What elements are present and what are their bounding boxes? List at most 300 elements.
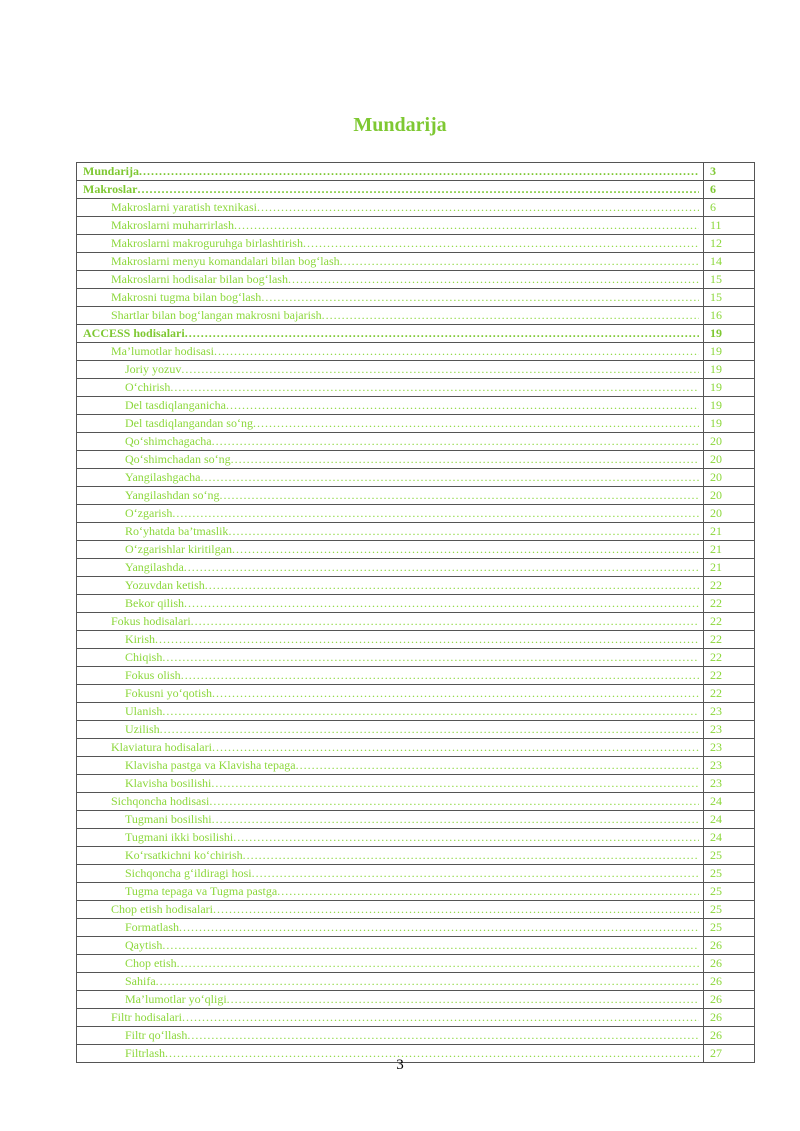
toc-entry <box>77 397 699 414</box>
toc-dot-leader <box>179 919 699 936</box>
toc-entry-page: 14 <box>704 253 755 271</box>
toc-row[interactable] <box>77 613 755 631</box>
toc-entry-page: 21 <box>704 559 755 577</box>
toc-entry <box>77 559 699 576</box>
toc-row[interactable] <box>77 757 755 775</box>
toc-entry-page: 26 <box>704 1027 755 1045</box>
toc-entry-label: Filtr qo‘llash <box>125 1028 188 1042</box>
toc-entry-cell <box>77 379 704 397</box>
toc-entry-page: 22 <box>704 685 755 703</box>
toc-entry <box>77 667 699 684</box>
toc-entry <box>77 991 699 1008</box>
toc-entry-cell <box>77 469 704 487</box>
toc-entry-page: 22 <box>704 595 755 613</box>
toc-entry-label: Makrosni tugma bilan bog‘lash <box>111 290 262 304</box>
toc-row[interactable] <box>77 415 755 433</box>
toc-entry-cell <box>77 955 704 973</box>
toc-entry-page: 26 <box>704 1009 755 1027</box>
toc-entry-cell <box>77 307 704 325</box>
toc-entry-cell <box>77 937 704 955</box>
toc-entry-label: Ulanish <box>125 704 163 718</box>
toc-dot-leader <box>340 253 699 270</box>
toc-entry-page: 11 <box>704 217 755 235</box>
toc-entry-page: 22 <box>704 613 755 631</box>
toc-entry <box>77 901 699 918</box>
toc-entry <box>77 595 699 612</box>
toc-entry <box>77 307 699 324</box>
toc-entry-page: 23 <box>704 721 755 739</box>
toc-row[interactable] <box>77 325 755 343</box>
toc-entry-page: 21 <box>704 523 755 541</box>
toc-dot-leader <box>139 163 699 180</box>
toc-entry-label: Fokus olish <box>125 668 181 682</box>
toc-entry-cell <box>77 217 704 235</box>
toc-dot-leader <box>187 1027 699 1044</box>
toc-row[interactable] <box>77 433 755 451</box>
toc-entry <box>77 325 699 342</box>
toc-dot-leader <box>162 649 699 666</box>
toc-entry <box>77 577 699 594</box>
toc-entry-cell <box>77 487 704 505</box>
toc-dot-leader <box>212 739 699 756</box>
toc-entry-label: Uzilish <box>125 722 160 736</box>
toc-entry-label: Filtr hodisalari <box>111 1010 182 1024</box>
toc-entry-cell <box>77 865 704 883</box>
toc-entry <box>77 487 699 504</box>
toc-entry-page: 24 <box>704 829 755 847</box>
toc-entry-cell <box>77 325 704 343</box>
toc-entry-page: 25 <box>704 901 755 919</box>
toc-entry <box>77 235 699 252</box>
toc-entry-cell <box>77 775 704 793</box>
toc-row[interactable] <box>77 667 755 685</box>
toc-entry-cell <box>77 847 704 865</box>
toc-dot-leader <box>200 469 699 486</box>
toc-entry-label: Sahifa <box>125 974 156 988</box>
toc-entry-cell <box>77 289 704 307</box>
toc-entry-page: 6 <box>704 199 755 217</box>
toc-row[interactable] <box>77 901 755 919</box>
toc-entry-cell <box>77 703 704 721</box>
toc-entry-label: Formatlash <box>125 920 179 934</box>
toc-dot-leader <box>252 865 699 882</box>
toc-dot-leader <box>288 271 699 288</box>
toc-entry-cell <box>77 253 704 271</box>
toc-entry-page: 19 <box>704 361 755 379</box>
toc-entry <box>77 415 699 432</box>
toc-entry-page: 19 <box>704 325 755 343</box>
toc-entry-label: Joriy yozuv <box>125 362 182 376</box>
toc-entry-label: Tugmani ikki bosilishi <box>125 830 234 844</box>
toc-entry-cell <box>77 829 704 847</box>
toc-entry-label: Yangilashda <box>125 560 184 574</box>
toc-dot-leader <box>261 289 699 306</box>
toc-row[interactable] <box>77 919 755 937</box>
toc-entry-label: Klavisha bosilishi <box>125 776 212 790</box>
toc-entry-page: 23 <box>704 739 755 757</box>
toc-dot-leader <box>160 721 699 738</box>
toc-entry-cell <box>77 523 704 541</box>
toc-entry-cell <box>77 199 704 217</box>
toc-entry-page: 21 <box>704 541 755 559</box>
toc-entry-cell <box>77 613 704 631</box>
toc-dot-leader <box>233 829 699 846</box>
toc-entry-label: Qo‘shimchagacha <box>125 434 212 448</box>
toc-entry <box>77 451 699 468</box>
toc-dot-leader <box>212 811 699 828</box>
toc-row[interactable] <box>77 253 755 271</box>
toc-dot-leader <box>322 307 699 324</box>
toc-row[interactable] <box>77 199 755 217</box>
toc-entry-cell <box>77 739 704 757</box>
toc-row[interactable] <box>77 937 755 955</box>
toc-entry-page: 27 <box>704 1045 755 1063</box>
toc-row[interactable] <box>77 469 755 487</box>
toc-entry-page: 25 <box>704 883 755 901</box>
toc-entry-label: Sichqoncha hodisasi <box>111 794 210 808</box>
toc-entry-label: Makroslarni muharrirlash <box>111 218 234 232</box>
toc-entry <box>77 973 699 990</box>
toc-entry-cell <box>77 811 704 829</box>
toc-entry-label: O‘zgarishlar kiritilgan <box>125 542 232 556</box>
toc-entry-label: Del tasdiqlangandan so‘ng <box>125 416 253 430</box>
toc-dot-leader <box>214 343 699 360</box>
toc-row[interactable] <box>77 811 755 829</box>
toc-entry-label: Makroslarni menyu komandalari bilan bog‘lash <box>111 254 340 268</box>
toc-dot-leader <box>303 235 699 252</box>
toc-dot-leader <box>137 181 699 198</box>
toc-dot-leader <box>184 595 699 612</box>
toc-entry-page: 26 <box>704 955 755 973</box>
toc-entry-cell <box>77 559 704 577</box>
toc-entry <box>77 757 699 774</box>
toc-entry-label: Makroslar <box>83 182 138 196</box>
toc-entry <box>77 829 699 846</box>
toc-entry-page: 6 <box>704 181 755 199</box>
toc-row[interactable] <box>77 739 755 757</box>
toc-dot-leader <box>184 559 699 576</box>
toc-row[interactable] <box>77 361 755 379</box>
toc-entry-label: Yangilashdan so‘ng <box>125 488 220 502</box>
toc-entry-label: O‘chirish <box>125 380 171 394</box>
toc-row[interactable] <box>77 379 755 397</box>
toc-entry-label: Chop etish hodisalari <box>111 902 213 916</box>
toc-entry-cell <box>77 793 704 811</box>
toc-row[interactable] <box>77 307 755 325</box>
toc-entry <box>77 1027 699 1044</box>
toc-entry-page: 24 <box>704 811 755 829</box>
toc-entry-page: 26 <box>704 937 755 955</box>
toc-dot-leader <box>205 577 699 594</box>
toc-entry-cell <box>77 1027 704 1045</box>
toc-row[interactable] <box>77 289 755 307</box>
toc-dot-leader <box>219 487 699 504</box>
toc-entry-page: 25 <box>704 847 755 865</box>
toc-row[interactable] <box>77 865 755 883</box>
toc-row[interactable] <box>77 397 755 415</box>
toc-entry-label: Ko‘rsatkichni ko‘chirish <box>125 848 243 862</box>
toc-entry-page: 19 <box>704 415 755 433</box>
toc-entry-page: 26 <box>704 973 755 991</box>
page-number: 3 <box>396 1057 404 1073</box>
toc-entry <box>77 163 699 180</box>
toc-row[interactable] <box>77 523 755 541</box>
toc-entry-cell <box>77 631 704 649</box>
toc-entry-cell <box>77 235 704 253</box>
toc-entry-cell <box>77 415 704 433</box>
toc-entry-cell <box>77 973 704 991</box>
toc-entry-page: 19 <box>704 397 755 415</box>
toc-dot-leader <box>181 361 699 378</box>
toc-entry-cell <box>77 883 704 901</box>
toc-entry-label: Del tasdiqlanganicha <box>125 398 226 412</box>
toc-entry-cell <box>77 451 704 469</box>
toc-entry-cell <box>77 505 704 523</box>
toc-entry-cell <box>77 901 704 919</box>
toc-dot-leader <box>228 523 699 540</box>
toc-entry <box>77 811 699 828</box>
toc-entry <box>77 541 699 558</box>
toc-entry-page: 22 <box>704 631 755 649</box>
toc-entry <box>77 217 699 234</box>
toc-entry <box>77 613 699 630</box>
toc-entry-cell <box>77 433 704 451</box>
toc-entry-label: Mundarija <box>83 164 140 178</box>
toc-dot-leader <box>213 901 699 918</box>
toc-entry-cell <box>77 163 704 181</box>
toc-entry <box>77 505 699 522</box>
toc-dot-leader <box>226 397 699 414</box>
toc-row[interactable] <box>77 829 755 847</box>
toc-dot-leader <box>212 433 699 450</box>
toc-dot-leader <box>182 1009 699 1026</box>
toc-row[interactable] <box>77 1027 755 1045</box>
toc-entry-label: Qaytish <box>125 938 163 952</box>
toc-entry-label: Kirish <box>125 632 155 646</box>
toc-row[interactable] <box>77 883 755 901</box>
toc-entry-page: 20 <box>704 469 755 487</box>
toc-row[interactable] <box>77 487 755 505</box>
toc-entry <box>77 523 699 540</box>
toc-entry <box>77 253 699 270</box>
toc-entry-page: 12 <box>704 235 755 253</box>
toc-entry-label: Yangilashgacha <box>125 470 201 484</box>
toc-row[interactable] <box>77 217 755 235</box>
toc-entry-cell <box>77 649 704 667</box>
toc-entry <box>77 199 699 216</box>
toc-entry <box>77 721 699 738</box>
toc-entry-page: 22 <box>704 649 755 667</box>
toc-row[interactable] <box>77 847 755 865</box>
toc-dot-leader <box>257 199 699 216</box>
toc-entry <box>77 883 699 900</box>
toc-entry-page: 3 <box>704 163 755 181</box>
toc-entry-label: Chop etish <box>125 956 177 970</box>
toc-title: Mundarija <box>353 114 447 136</box>
toc-entry-cell <box>77 271 704 289</box>
toc-entry-page: 25 <box>704 865 755 883</box>
toc-entry-label: Qo‘shimchadan so‘ng <box>125 452 231 466</box>
toc-entry <box>77 631 699 648</box>
table-of-contents <box>76 162 755 1063</box>
toc-row[interactable] <box>77 163 755 181</box>
toc-entry <box>77 937 699 954</box>
toc-entry <box>77 343 699 360</box>
toc-entry-cell <box>77 919 704 937</box>
toc-entry <box>77 433 699 450</box>
toc-entry <box>77 865 699 882</box>
toc-entry-page: 20 <box>704 451 755 469</box>
toc-body <box>77 163 755 1063</box>
toc-entry-cell <box>77 595 704 613</box>
toc-entry-cell <box>77 541 704 559</box>
toc-dot-leader <box>191 613 699 630</box>
toc-entry-label: Ro‘yhatda ba’tmaslik <box>125 524 229 538</box>
toc-dot-leader <box>232 541 699 558</box>
toc-row[interactable] <box>77 703 755 721</box>
toc-entry-label: Fokusni yo‘qotish <box>125 686 213 700</box>
toc-entry-cell <box>77 667 704 685</box>
toc-entry-cell <box>77 991 704 1009</box>
toc-row[interactable] <box>77 559 755 577</box>
toc-entry-cell <box>77 181 704 199</box>
toc-entry-cell <box>77 397 704 415</box>
toc-row[interactable] <box>77 181 755 199</box>
toc-dot-leader <box>170 379 699 396</box>
toc-entry-cell <box>77 685 704 703</box>
toc-entry-label: Shartlar bilan bog‘langan makrosni bajarish <box>111 308 322 322</box>
toc-dot-leader <box>155 631 699 648</box>
toc-entry-label: ACCESS hodisalari <box>83 326 185 340</box>
toc-entry-page: 20 <box>704 487 755 505</box>
toc-entry-cell <box>77 577 704 595</box>
toc-entry <box>77 919 699 936</box>
toc-entry-label: Makroslarni yaratish texnikasi <box>111 200 257 214</box>
toc-dot-leader <box>162 703 699 720</box>
toc-entry-label: Bekor qilish <box>125 596 184 610</box>
toc-entry <box>77 469 699 486</box>
toc-entry-label: Yozuvdan ketish <box>125 578 205 592</box>
toc-row[interactable] <box>77 955 755 973</box>
toc-row[interactable] <box>77 271 755 289</box>
toc-entry <box>77 793 699 810</box>
toc-entry <box>77 649 699 666</box>
toc-entry-label: Tugmani bosilishi <box>125 812 212 826</box>
toc-entry-page: 15 <box>704 289 755 307</box>
toc-row[interactable] <box>77 343 755 361</box>
toc-entry-label: Makroslarni makroguruhga birlashtirish <box>111 236 303 250</box>
toc-entry <box>77 703 699 720</box>
toc-entry <box>77 379 699 396</box>
toc-dot-leader <box>162 937 699 954</box>
toc-entry-cell <box>77 361 704 379</box>
toc-row[interactable] <box>77 685 755 703</box>
toc-entry-page: 20 <box>704 505 755 523</box>
toc-entry-page: 20 <box>704 433 755 451</box>
toc-dot-leader <box>253 415 699 432</box>
toc-entry <box>77 685 699 702</box>
toc-row[interactable] <box>77 991 755 1009</box>
toc-entry-label: Klaviatura hodisalari <box>111 740 212 754</box>
toc-entry-label: Tugma tepaga va Tugma pastga <box>125 884 278 898</box>
toc-dot-leader <box>212 685 699 702</box>
toc-entry-cell <box>77 343 704 361</box>
toc-entry-cell <box>77 757 704 775</box>
toc-entry <box>77 775 699 792</box>
toc-entry-page: 22 <box>704 577 755 595</box>
toc-entry <box>77 1009 699 1026</box>
toc-entry-label: Fokus hodisalari <box>111 614 191 628</box>
toc-entry-label: Klavisha pastga va Klavisha tepaga <box>125 758 296 772</box>
toc-dot-leader <box>177 955 699 972</box>
toc-row[interactable] <box>77 235 755 253</box>
toc-row[interactable] <box>77 577 755 595</box>
toc-dot-leader <box>243 847 699 864</box>
toc-entry <box>77 271 699 288</box>
toc-row[interactable] <box>77 721 755 739</box>
toc-dot-leader <box>234 217 699 234</box>
toc-entry-page: 23 <box>704 757 755 775</box>
toc-row[interactable] <box>77 973 755 991</box>
toc-entry-page: 24 <box>704 793 755 811</box>
toc-row[interactable] <box>77 1009 755 1027</box>
toc-entry-label: Makroslarni hodisalar bilan bog‘lash <box>111 272 288 286</box>
toc-entry <box>77 847 699 864</box>
toc-row[interactable] <box>77 541 755 559</box>
toc-entry-cell <box>77 721 704 739</box>
toc-entry <box>77 955 699 972</box>
toc-dot-leader <box>231 451 699 468</box>
toc-entry <box>77 361 699 378</box>
toc-entry-page: 19 <box>704 343 755 361</box>
toc-entry-page: 22 <box>704 667 755 685</box>
toc-row[interactable] <box>77 631 755 649</box>
toc-dot-leader <box>227 991 699 1008</box>
toc-row[interactable] <box>77 649 755 667</box>
toc-row[interactable] <box>77 451 755 469</box>
toc-dot-leader <box>277 883 699 900</box>
toc-row[interactable] <box>77 505 755 523</box>
toc-entry-label: Sichqoncha g‘ildiragi hosi <box>125 866 252 880</box>
toc-dot-leader <box>211 775 699 792</box>
toc-row[interactable] <box>77 595 755 613</box>
toc-entry-page: 23 <box>704 703 755 721</box>
toc-entry <box>77 739 699 756</box>
toc-entry-page: 19 <box>704 379 755 397</box>
toc-entry-label: Filtrlash <box>125 1046 166 1060</box>
toc-row[interactable] <box>77 775 755 793</box>
toc-dot-leader <box>181 667 699 684</box>
toc-entry-page: 16 <box>704 307 755 325</box>
toc-dot-leader <box>296 757 699 774</box>
toc-entry-page: 15 <box>704 271 755 289</box>
toc-dot-leader <box>185 325 699 342</box>
toc-entry-label: Chiqish <box>125 650 163 664</box>
toc-entry-label: Ma’lumotlar hodisasi <box>111 344 214 358</box>
toc-entry <box>77 289 699 306</box>
toc-dot-leader <box>172 505 699 522</box>
toc-entry-page: 25 <box>704 919 755 937</box>
toc-entry-label: Ma’lumotlar yo‘qligi <box>125 992 227 1006</box>
toc-dot-leader <box>156 973 699 990</box>
toc-entry-cell <box>77 1009 704 1027</box>
toc-row[interactable] <box>77 793 755 811</box>
toc-entry-label: O‘zgarish <box>125 506 173 520</box>
toc-entry-page: 23 <box>704 775 755 793</box>
toc-dot-leader <box>209 793 699 810</box>
toc-entry-page: 26 <box>704 991 755 1009</box>
toc-entry <box>77 181 699 198</box>
